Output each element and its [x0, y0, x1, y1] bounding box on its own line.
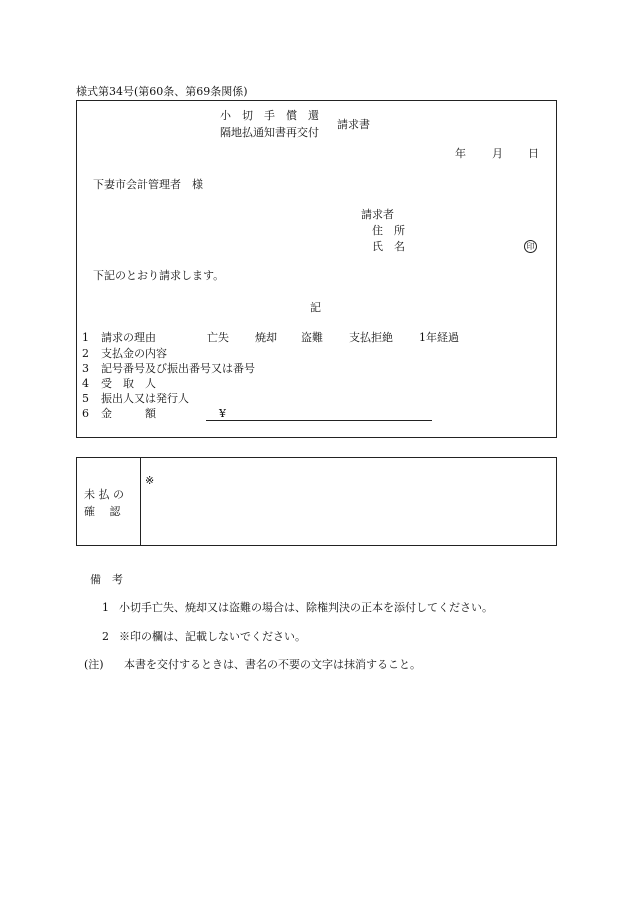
item-2-num: 2 — [82, 347, 89, 360]
reason-1: 亡失 — [207, 331, 229, 344]
amount-yen-sign: ¥ — [219, 407, 226, 420]
ki-heading: 記 — [310, 301, 321, 314]
addressee: 下妻市会計管理者 様 — [93, 178, 203, 191]
item-6-num: 6 — [82, 407, 89, 420]
title-suffix: 請求書 — [337, 118, 370, 131]
item-4-label: 受 取 人 — [101, 377, 156, 390]
item-3-num: 3 — [82, 362, 89, 375]
date-year: 年 — [455, 147, 466, 160]
date-day: 日 — [528, 147, 539, 160]
note-prefix: (注) — [84, 658, 104, 671]
reason-5: 1年経過 — [419, 331, 459, 344]
title-line-1: 小 切 手 償 還 — [220, 109, 319, 122]
confirm-label-line-2: 確 認 — [84, 505, 121, 518]
item-2-label: 支払金の内容 — [101, 347, 167, 360]
item-4-num: 4 — [82, 377, 89, 390]
item-1-label: 請求の理由 — [101, 331, 156, 344]
requester-address-label: 住 所 — [372, 224, 405, 237]
remarks-heading: 備 考 — [90, 573, 123, 586]
title-line-2: 隔地払通知書再交付 — [220, 126, 319, 139]
remark-2-num: 2 — [102, 630, 109, 643]
item-6-label: 金 額 — [101, 407, 156, 420]
remark-1-text: 小切手亡失、焼却又は盗難の場合は、除権判決の正本を添付してください。 — [119, 601, 493, 614]
item-5-label: 振出人又は発行人 — [101, 392, 189, 405]
remark-2-text: ※印の欄は、記載しないでください。 — [119, 630, 306, 643]
confirmation-box — [76, 457, 557, 546]
requester-label: 請求者 — [361, 208, 394, 221]
intro-text: 下記のとおり請求します。 — [93, 269, 225, 282]
seal-icon: 印 — [524, 240, 537, 253]
form-caption: 様式第34号(第60条、第69条関係) — [76, 85, 248, 98]
confirmation-divider — [140, 457, 141, 546]
date-month: 月 — [492, 147, 503, 160]
note-text: 本書を交付するときは、書名の不要の文字は抹消すること。 — [124, 658, 421, 671]
amount-underline — [206, 420, 432, 421]
item-1-num: 1 — [82, 331, 89, 344]
confirm-label-line-1: 未 払 の — [84, 488, 124, 501]
reason-4: 支払拒絶 — [349, 331, 393, 344]
requester-name-label: 氏 名 — [372, 240, 405, 253]
item-3-label: 記号番号及び振出番号又は番号 — [101, 362, 255, 375]
reason-2: 焼却 — [255, 331, 277, 344]
remark-1-num: 1 — [102, 601, 109, 614]
confirm-mark: ※ — [145, 474, 155, 487]
item-5-num: 5 — [82, 392, 89, 405]
reason-3: 盗難 — [301, 331, 323, 344]
